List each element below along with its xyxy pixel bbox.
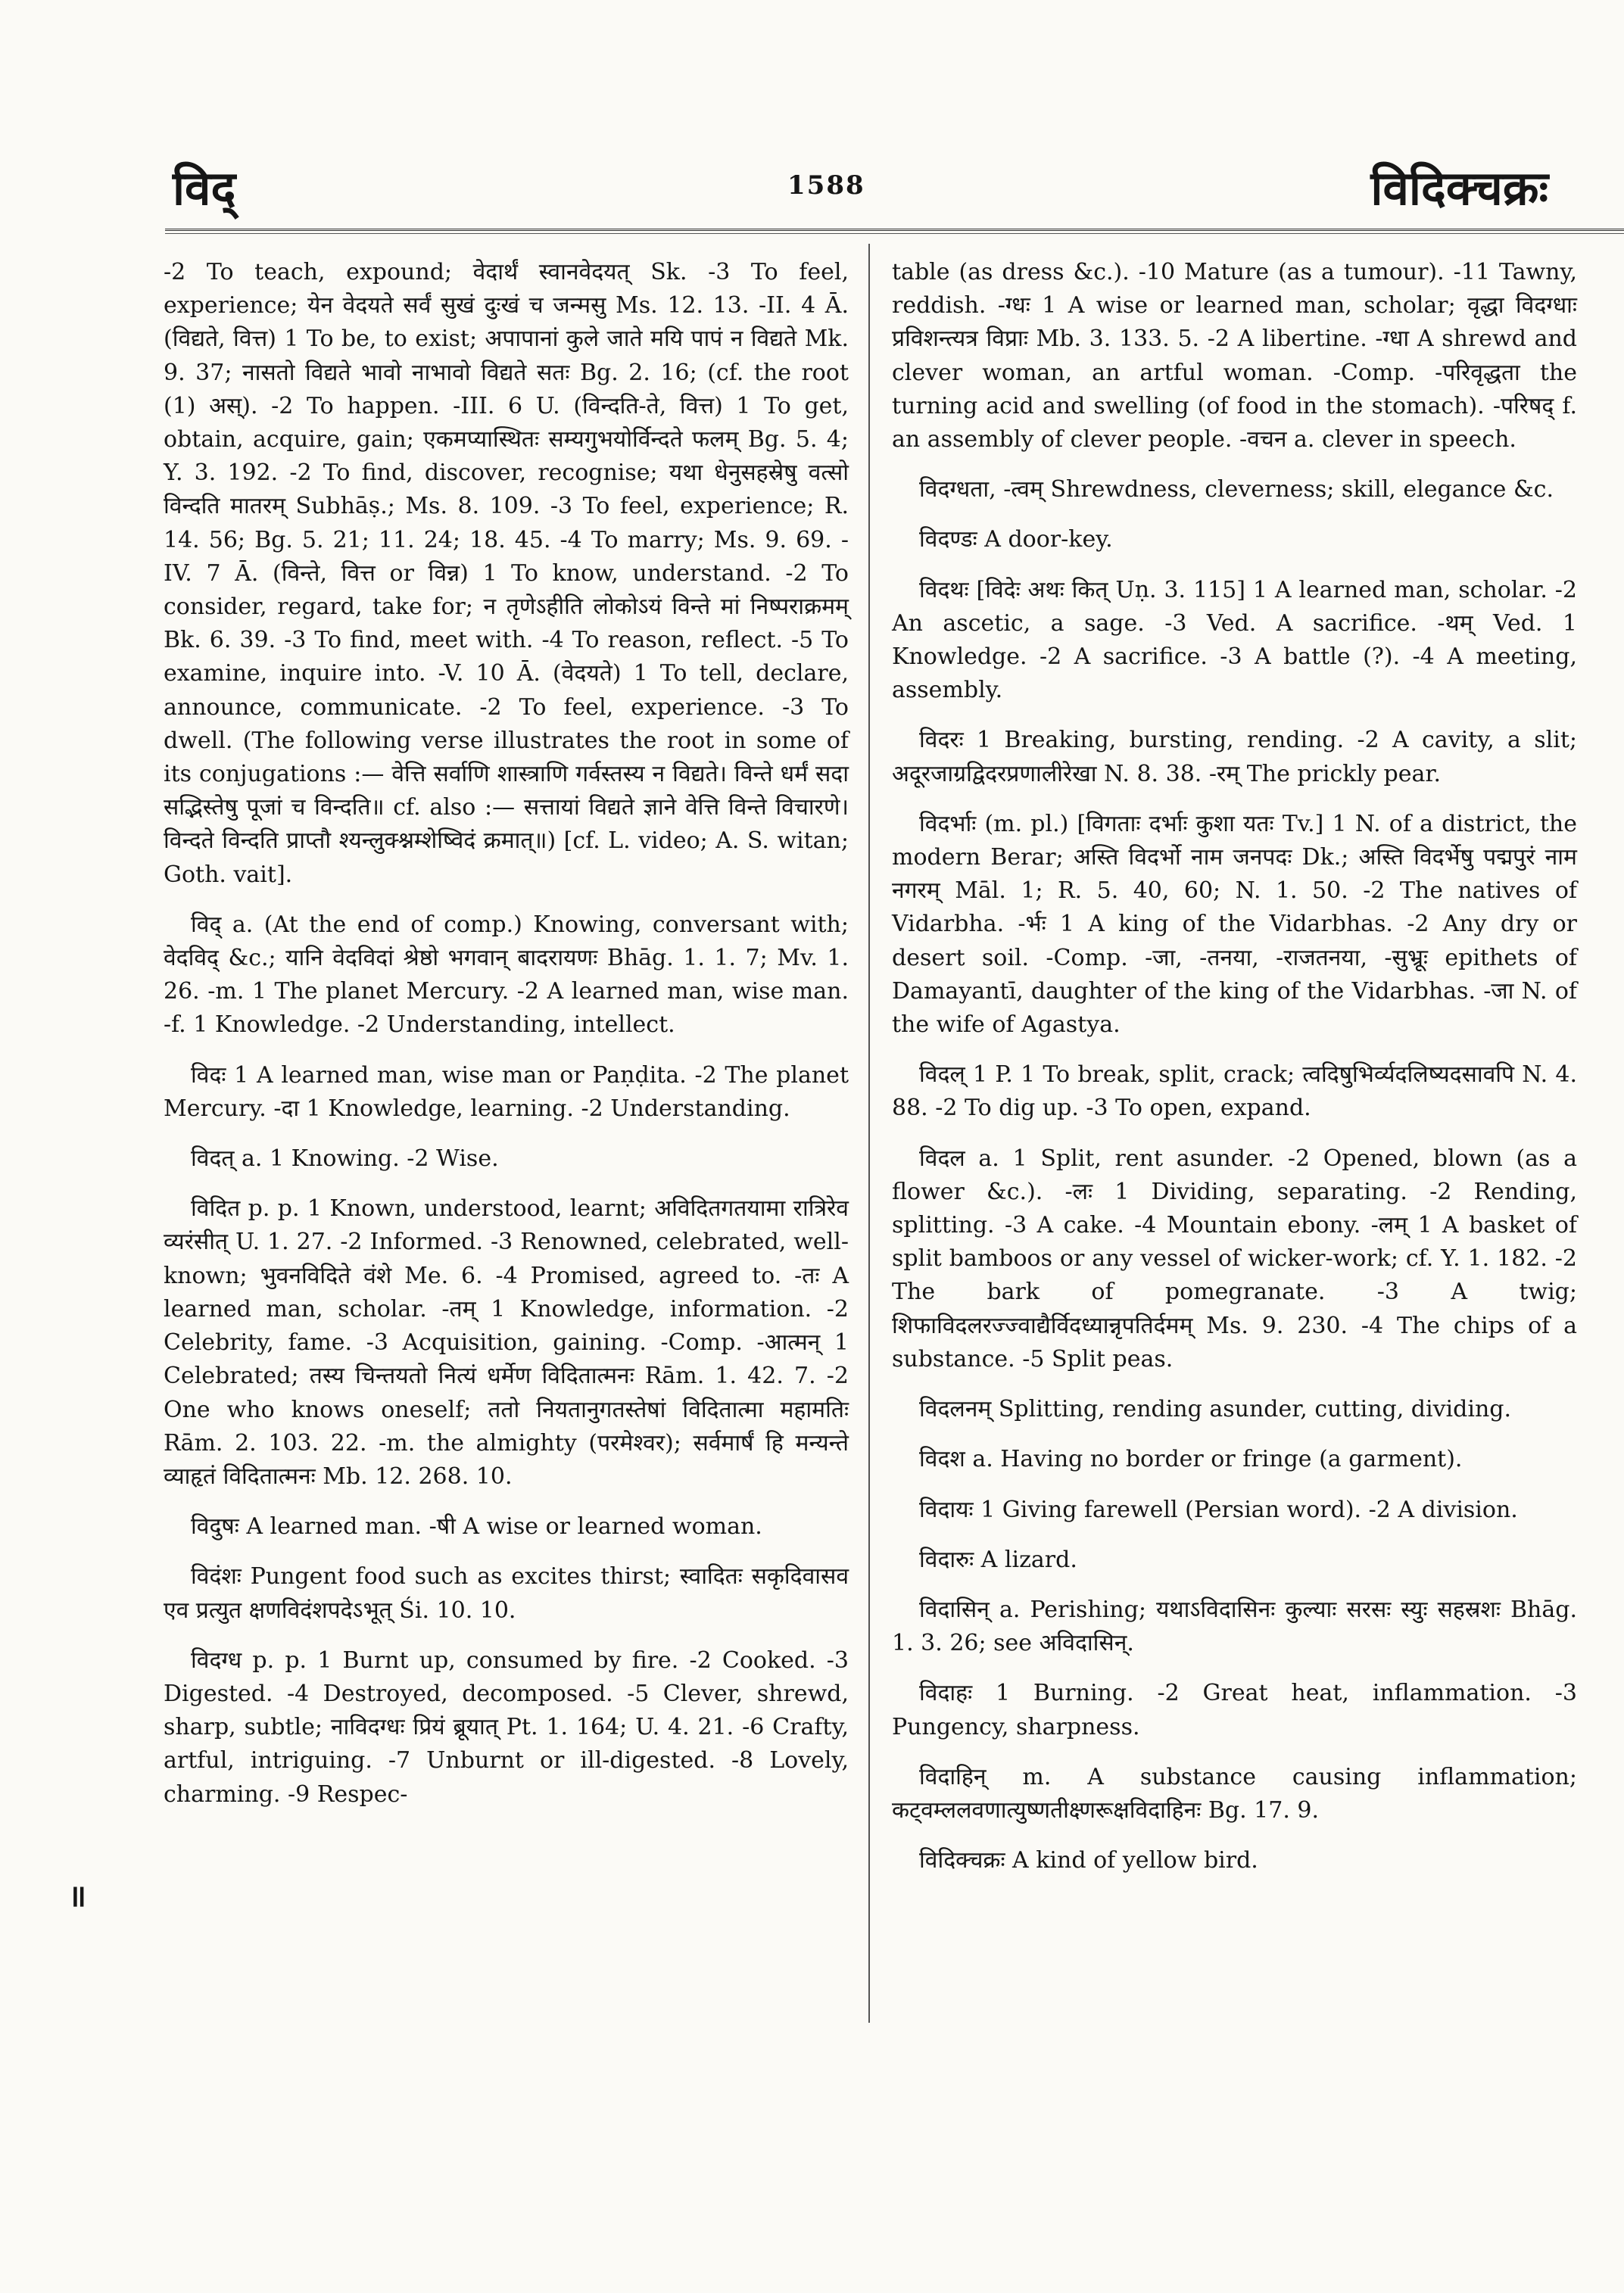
right-running-headword: विदिक्चक्रः xyxy=(1370,160,1548,216)
dictionary-entry: विदाहः 1 Burning. -2 Great heat, inflammation. -3 Pungency, sharpness. xyxy=(892,1680,1577,1740)
dictionary-entry: विदासिन् a. Perishing; यथाऽविदासिनः कुल्याः सरसः स्युः सहस्रशः Bhāg. 1. 3. 26; see अविदासिन्. xyxy=(892,1596,1577,1657)
dictionary-entry: विदुषः A learned man. -षी A wise or learned woman. xyxy=(191,1513,762,1541)
dictionary-entry: विदलनम् Splitting, rending asunder, cutting, dividing. xyxy=(919,1396,1511,1423)
dictionary-entry: विदः 1 A learned man, wise man or Paṇḍita. -2 The planet Mercury. -दा 1 Knowledge, learning. -2 Understanding. xyxy=(164,1061,849,1122)
dictionary-entry: विदाहिन् m. A substance causing inflammation; कट्वम्ललवणात्युष्णतीक्ष्णरूक्षविदाहिनः Bg. 17. 9. xyxy=(892,1763,1577,1824)
dictionary-entry: विदिक्चक्रः A kind of yellow bird. xyxy=(919,1847,1258,1874)
left-running-headword: विद् xyxy=(173,160,236,216)
column-divider xyxy=(868,244,870,2023)
dictionary-entry: table (as dress &c.). -10 Mature (as a tumour). -11 Tawny, reddish. -ग्धः 1 A wise or learned man, scholar; वृद्धा विदग्धाः प्रविशन्त्यत्र विप्राः Mb. 3. 133. 5. -2 A libertine. -ग्धा A shrewd and clever woman, an artful woman. -Comp. -परिवृद्धता the turning acid and swelling (of food in the stomach). -परिषद् f. an assembly of clever people. -वचन a. clever in speech. xyxy=(892,259,1577,453)
dictionary-entry: विदश a. Having no border or fringe (a garment). xyxy=(919,1446,1463,1473)
dictionary-entry: विद् a. (At the end of comp.) Knowing, conversant with; वेदविद् &c.; यानि वेदविदां श्रेष्ठो भगवान् बादरायणः Bhāg. 1. 1. 7; Mv. 1. 26. -m. 1 The planet Mercury. -2 A learned man, wise man. -f. 1 Knowledge. -2 Understanding, intellect. xyxy=(164,911,849,1039)
right-column xyxy=(892,256,1577,1894)
dictionary-entry: विदग्धता, -त्वम् Shrewdness, cleverness; skill, elegance &c. xyxy=(919,476,1554,503)
dictionary-entry: विदल a. 1 Split, rent asunder. -2 Opened, blown (as a flower &c.). -लः 1 Dividing, separating. -2 Rending, splitting. -3 A cake. -4 Mountain ebony. -लम् 1 A basket of split bamboos or any vessel of wicker-work; cf. Y. 1. 182. -2 The bark of pomegranate. -3 A twig; शिफाविदलरज्ज्वाद्यैर्विदध्यान्नृपतिर्दमम् Ms. 9. 230. -4 The chips of a substance. -5 Split peas. xyxy=(892,1145,1577,1372)
page-header xyxy=(0,0,1624,227)
dictionary-entry: विदथः [विदेः अथः कित् Uṇ. 3. 115] 1 A learned man, scholar. -2 An ascetic, a sage. -3 Ved. A sacrifice. -थम् Ved. 1 Knowledge. -2 A sacrifice. -3 A battle (?). -4 A meeting, assembly. xyxy=(892,576,1577,704)
margin-mark: ॥ xyxy=(68,1878,86,1914)
page-number: 1588 xyxy=(787,170,865,201)
dictionary-entry: विदत् a. 1 Knowing. -2 Wise. xyxy=(191,1145,499,1173)
header-rule xyxy=(165,229,1624,234)
dictionary-entry: विदग्ध p. p. 1 Burnt up, consumed by fire. -2 Cooked. -3 Digested. -4 Destroyed, decomposed. -5 Clever, shrewd, sharp, subtle; नाविदग्धः प्रियं ब्रूयात् Pt. 1. 164; U. 4. 21. -6 Crafty, artful, intriguing. -7 Unburnt or ill-digested. -8 Lovely, charming. -9 Respec- xyxy=(164,1647,849,1808)
dictionary-entry: विदंशः Pungent food such as excites thirst; स्वादितः सकृदिवासव एव प्रत्युत क्षणविदंशपदेऽभूत् Śi. 10. 10. xyxy=(164,1563,849,1624)
dictionary-entry: विदल् 1 P. 1 To break, split, crack; त्वदिषुभिर्व्यदलिष्यदसावपि N. 4. 88. -2 To dig up. -3 To open, expand. xyxy=(892,1061,1577,1122)
dictionary-entry: विदरः 1 Breaking, bursting, rending. -2 A cavity, a slit; अदूरजाग्रद्विदरप्रणालीरेखा N. 8. 38. -रम् The prickly pear. xyxy=(892,727,1577,787)
dictionary-entry: विदर्भाः (m. pl.) [विगताः दर्भाः कुशा यतः Tv.] 1 N. of a district, the modern Berar; अस्ति विदर्भो नाम जनपदः Dk.; अस्ति विदर्भेषु पद्मपुरं नाम नगरम् Māl. 1; R. 5. 40, 60; N. 1. 50. -2 The natives of Vidarbha. -र्भः 1 A king of the Vidarbhas. -2 Any dry or desert soil. -Comp. -जा, -तनया, -राजतनया, -सुभ्रूः epithets of Damayantī, daughter of the king of the Vidarbhas. -जा N. of the wife of Agastya. xyxy=(892,810,1577,1039)
dictionary-entry: विदण्डः A door-key. xyxy=(919,526,1113,553)
dictionary-entry: -2 To teach, expound; वेदार्थं स्वानवेदयत् Sk. -3 To feel, experience; येन वेदयते सर्वं सुखं दुःखं च जन्मसु Ms. 12. 13. -II. 4 Ā. (विद्यते, वित्त) 1 To be, to exist; अपापानां कुले जाते मयि पापं न विद्यते Mk. 9. 37; नासतो विद्यते भावो नाभावो विद्यते सतः Bg. 2. 16; (cf. the root (1) अस्). -2 To happen. -III. 6 U. (विन्दति-ते, वित्त) 1 To get, obtain, acquire, gain; एकमप्यास्थितः सम्यगुभयोर्विन्दते फलम् Bg. 5. 4; Y. 3. 192. -2 To find, discover, recognise; यथा धेनुसहस्रेषु वत्सो विन्दति मातरम् Subhāṣ.; Ms. 8. 109. -3 To feel, experience; R. 14. 56; Bg. 5. 21; 11. 24; 18. 45. -4 To marry; Ms. 9. 69. -IV. 7 Ā. (विन्ते, वित्त or विन्न) 1 To know, understand. -2 To consider, regard, take for; न तृणेऽहीति लोकोऽयं विन्ते मां निष्पराक्रमम् Bk. 6. 39. -3 To find, meet with. -4 To reason, reflect. -5 To examine, inquire into. -V. 10 Ā. (वेदयते) 1 To tell, declare, announce, communicate. -2 To feel, experience. -3 To dwell. (The following verse illustrates the root in some of its conjugations :— वेत्ति सर्वाणि शास्त्राणि गर्वस्तस्य न विद्यते। विन्ते धर्मं सदा सद्भिस्तेषु पूजां च विन्दति॥ cf. also :— सत्तायां विद्यते ज्ञाने वेत्ति विन्ते विचारणे। विन्दते विन्दति प्राप्तौ श्यन्लुक्श्नम्शेष्विदं क्रमात्॥) [cf. L. video; A. S. witan; Goth. vait]. xyxy=(164,259,849,888)
dictionary-entry: विदारुः A lizard. xyxy=(919,1546,1077,1573)
dictionary-entry: विदित p. p. 1 Known, understood, learnt; अविदितगतयामा रात्रिरेव व्यरंसीत् U. 1. 27. -2 Informed. -3 Renowned, celebrated, well-known; भुवनविदिते वंशे Me. 6. -4 Promised, agreed to. -तः A learned man, scholar. -तम् 1 Knowledge, information. -2 Celebrity, fame. -3 Acquisition, gaining. -Comp. -आत्मन् 1 Celebrated; तस्य चिन्तयतो नित्यं धर्मेण विदितात्मनः Rām. 1. 42. 7. -2 One who knows oneself; ततो नियतानुगतस्तेषां विदितात्मा महामतिः Rām. 2. 103. 22. -m. the almighty (परमेश्वर); सर्वमार्षं हि मन्यन्ते व्याहृतं विदितात्मनः Mb. 12. 268. 10. xyxy=(164,1195,849,1490)
dictionary-entry: विदायः 1 Giving farewell (Persian word). -2 A division. xyxy=(919,1496,1518,1523)
left-column xyxy=(164,256,849,1828)
